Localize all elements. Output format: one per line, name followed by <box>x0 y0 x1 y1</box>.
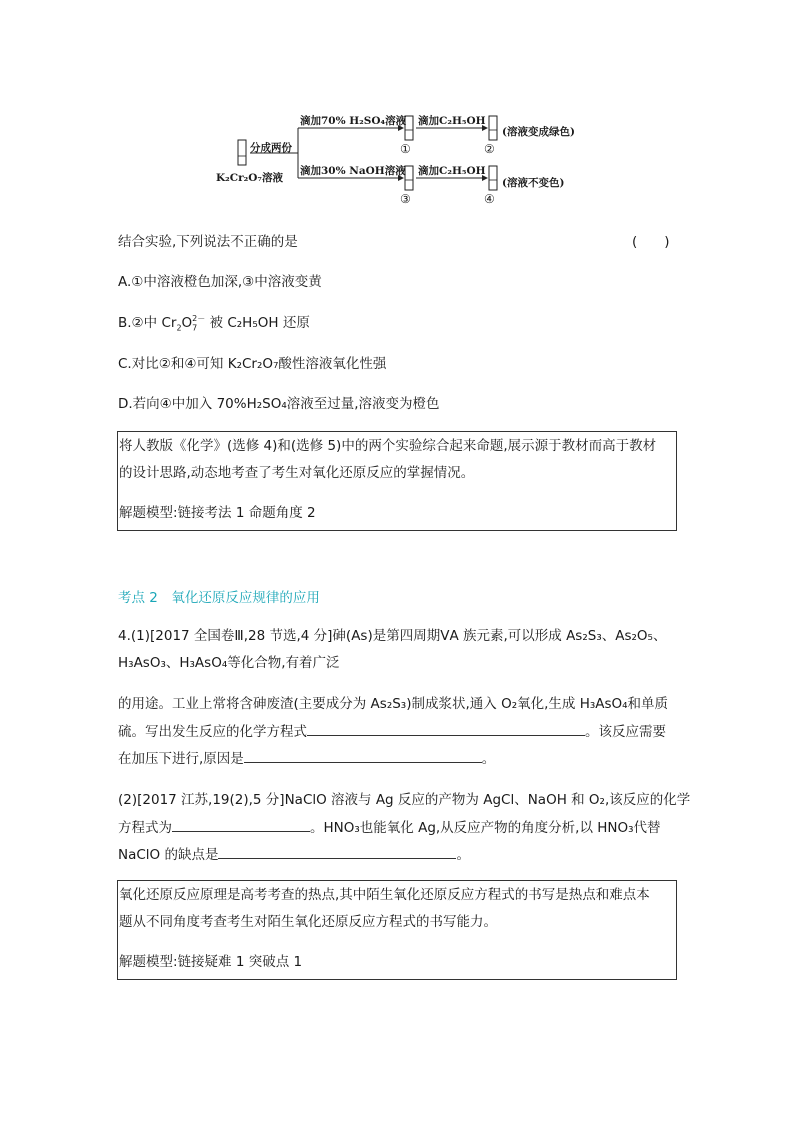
commentary-2-line2: 题从不同角度考查考生对陌生氧化还原反应方程式的书写能力。 <box>119 914 497 930</box>
commentary-1-line1: 将人教版《化学》(选修 4)和(选修 5)中的两个实验综合起来命题,展示源于教材而高于教材 <box>119 438 657 454</box>
q4-part2-line1: (2)[2017 江苏,19(2),5 分]NaClO 溶液与 Ag 反应的产物为 AgCl、NaOH 和 O₂,该反应的化学 <box>118 792 691 808</box>
tube-3-icon <box>405 166 413 190</box>
option-a: A.①中溶液橙色加深,③中溶液变黄 <box>118 274 322 290</box>
answer-blank-reason[interactable] <box>244 748 482 763</box>
q4-line1: 4.(1)[2017 全国卷Ⅲ,28 节选,4 分]砷(As)是第四周期ⅤA 族元素,可以形成 As₂S₃、As₂O₅、 <box>118 628 667 644</box>
q4-line5: 在加压下进行,原因是 。 <box>118 748 495 769</box>
commentary-1-line2: 的设计思路,动态地考查了考生对氧化还原反应的掌握情况。 <box>119 465 475 481</box>
bottom-add-label: 滴加C₂H₅OH <box>418 165 486 177</box>
tube-3-label: ③ <box>400 192 411 206</box>
section-heading: 考点 2 氧化还原反应规律的应用 <box>118 590 320 606</box>
tube-1-label: ① <box>400 142 411 156</box>
q4-line3: 的用途。工业上常将含砷废渣(主要成分为 As₂S₃)制成浆状,通入 O₂氧化,生成 H₃AsO₄和单质 <box>118 696 669 712</box>
tube-1-icon <box>405 116 413 140</box>
commentary-box-2 <box>117 880 677 980</box>
source-test-tube-icon <box>238 140 246 165</box>
answer-paren: ( ) <box>632 234 670 250</box>
result-bottom-label: (溶液不变色) <box>502 177 565 189</box>
bottom-reagent-label: 滴加30% NaOH溶液 <box>300 165 406 177</box>
commentary-box-1 <box>117 431 677 531</box>
tube-2-label: ② <box>484 142 495 156</box>
option-b: B.②中 $Cr_2O$ 2－ $_7$ 被 C₂H₅OH 还原 <box>118 314 310 333</box>
option-d: D.若向④中加入 70%H₂SO₄溶液至过量,溶液变为橙色 <box>118 396 440 412</box>
split-label: 分成两份 <box>250 142 292 154</box>
tube-2-icon <box>489 116 497 140</box>
q4-line2: H₃AsO₃、H₃AsO₄等化合物,有着广泛 <box>118 655 340 671</box>
commentary-2-line1: 氧化还原反应原理是高考考查的热点,其中陌生氧化还原反应方程式的书写是热点和难点本 <box>119 887 650 903</box>
commentary-1-model: 解题模型:链接考法 1 命题角度 2 <box>119 505 316 521</box>
source-label: K₂Cr₂O₇溶液 <box>216 172 283 184</box>
q4-part2-line2: 方程式为 。HNO₃也能氧化 Ag,从反应产物的角度分析,以 HNO₃代替 <box>118 817 661 838</box>
result-top-label: (溶液变成绿色) <box>502 126 575 138</box>
top-reagent-label: 滴加70% H₂SO₄溶液 <box>300 115 407 127</box>
question-stem: 结合实验,下列说法不正确的是 <box>118 234 298 250</box>
answer-blank-drawback[interactable] <box>218 844 456 859</box>
top-add-label: 滴加C₂H₅OH <box>418 115 486 127</box>
answer-blank-equation[interactable] <box>307 721 585 736</box>
option-c: C.对比②和④可知 K₂Cr₂O₇酸性溶液氧化性强 <box>118 356 387 372</box>
answer-blank-nacio-equation[interactable] <box>172 817 310 832</box>
tube-4-label: ④ <box>484 192 495 206</box>
q4-part2-line3: NaClO 的缺点是 。 <box>118 844 470 865</box>
tube-4-icon <box>489 166 497 190</box>
q4-line4: 硫。写出发生反应的化学方程式 。该反应需要 <box>118 721 666 742</box>
commentary-2-model: 解题模型:链接疑难 1 突破点 1 <box>119 954 303 970</box>
